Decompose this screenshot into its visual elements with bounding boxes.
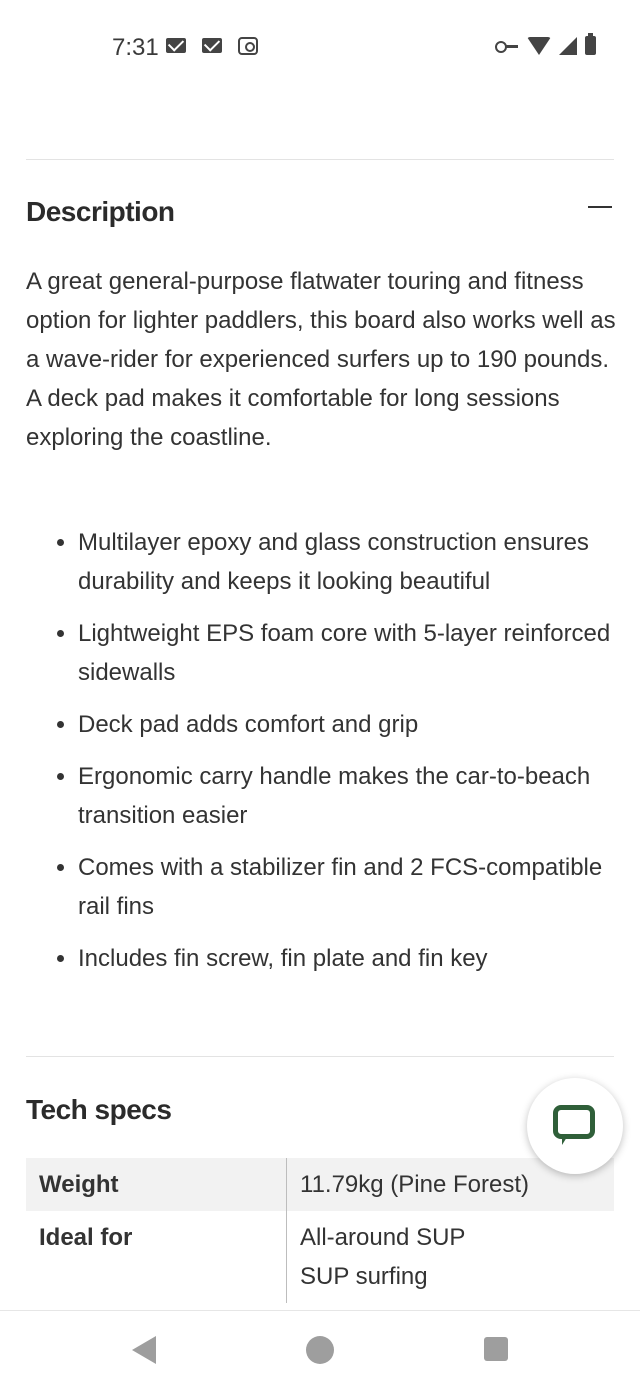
navigation-bar (0, 1310, 640, 1389)
chat-icon (553, 1105, 595, 1139)
battery-icon (585, 36, 596, 55)
divider (26, 159, 614, 160)
mail-icon (166, 38, 186, 53)
spec-value: 11.79kg (Pine Forest) (287, 1158, 615, 1211)
collapse-icon[interactable] (588, 206, 612, 208)
spec-label: Weight (26, 1158, 287, 1211)
spec-value (287, 1211, 615, 1303)
list-item: Includes fin screw, fin plate and fin key (26, 939, 626, 978)
wifi-icon (527, 37, 551, 55)
status-bar (0, 0, 640, 96)
list-item: Lightweight EPS foam core with 5-layer reinforced sidewalls (26, 614, 626, 692)
description-text: A great general-purpose flatwater touring and fitness option for lighter paddlers, this board also works well as a wave-rider for experienced surfers up to 190 pounds. A deck pad makes it comfortable for long sessions exploring the coastline. (26, 268, 616, 451)
spec-label: Ideal for (26, 1211, 287, 1303)
signal-icon (559, 37, 577, 55)
mail-icon (202, 38, 222, 53)
spec-value-line: SUP surfing (300, 1263, 428, 1290)
chat-button[interactable] (527, 1078, 623, 1174)
status-time: 7:31 (112, 34, 159, 61)
feature-list (26, 523, 626, 991)
recents-icon[interactable] (484, 1337, 508, 1361)
list-item: Comes with a stabilizer fin and 2 FCS-compatible rail fins (26, 848, 626, 926)
specs-table (26, 1158, 614, 1303)
table-row (26, 1158, 614, 1211)
vpn-key-icon (495, 40, 519, 52)
divider (26, 1056, 614, 1057)
spec-value-line: All-around SUP (300, 1224, 466, 1251)
list-item: Deck pad adds comfort and grip (26, 705, 626, 744)
description-heading[interactable]: Description (26, 196, 175, 227)
home-icon[interactable] (306, 1336, 334, 1364)
list-item: Ergonomic carry handle makes the car-to-beach transition easier (26, 757, 626, 835)
table-row (26, 1211, 614, 1303)
back-icon[interactable] (132, 1336, 156, 1364)
list-item: Multilayer epoxy and glass construction ensures durability and keeps it looking beautiful (26, 523, 626, 601)
message-icon (238, 37, 258, 55)
tech-specs-heading: Tech specs (26, 1094, 172, 1125)
status-icons (495, 36, 596, 55)
